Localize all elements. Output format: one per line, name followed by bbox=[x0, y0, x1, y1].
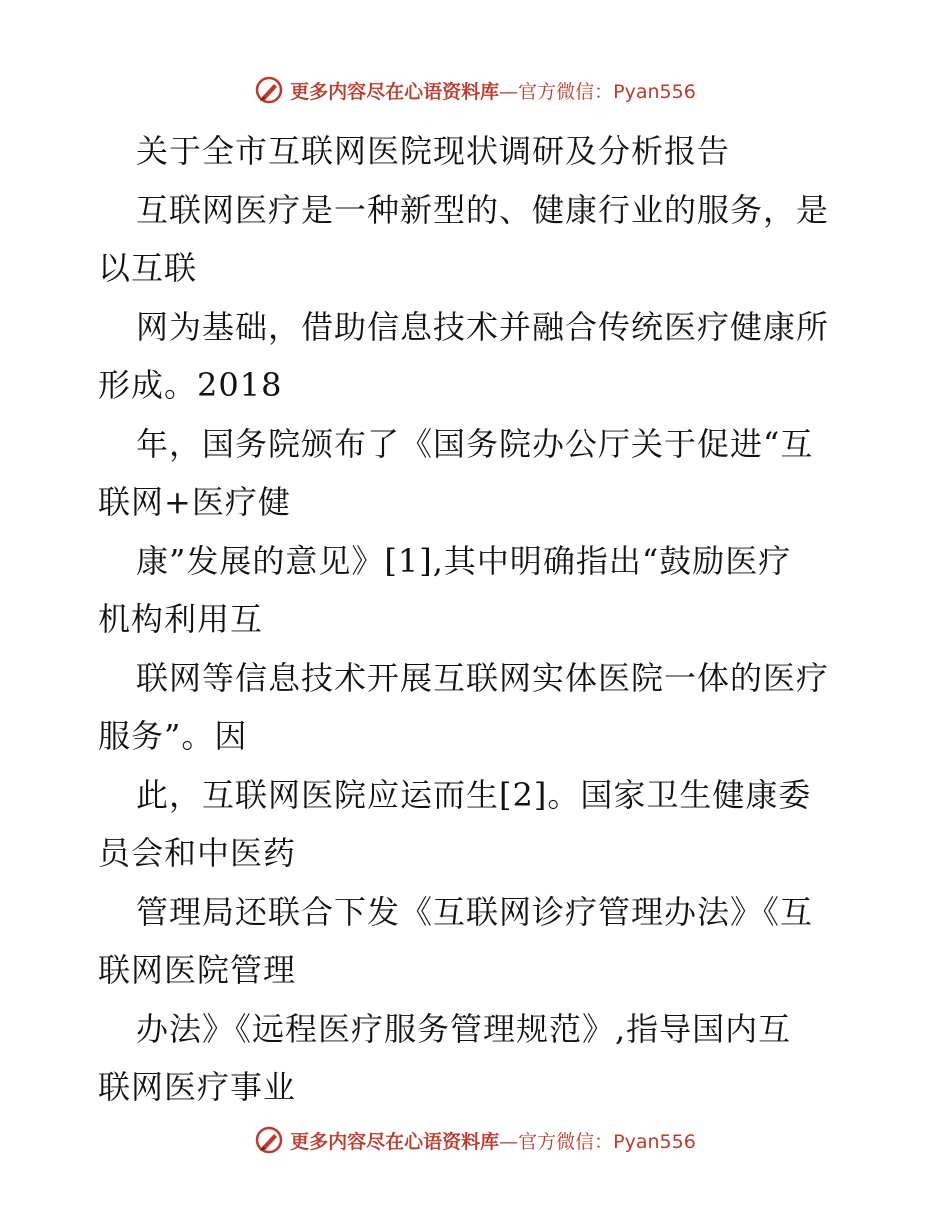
document-line: 联网医疗事业 bbox=[98, 1068, 297, 1106]
header-text bbox=[290, 77, 696, 104]
footer-text bbox=[290, 1127, 696, 1154]
document-line: 年，国务院颁布了《国务院办公厅关于促进“互 bbox=[136, 424, 814, 463]
document-line: 员会和中医药 bbox=[98, 834, 297, 872]
quill-pen-logo-icon bbox=[254, 75, 284, 105]
header-separator: — bbox=[499, 80, 519, 103]
header-brand: 更多内容尽在心语资料库 bbox=[290, 80, 500, 103]
header-contact: 官方微信：Pyan556 bbox=[518, 80, 696, 103]
document-line: 此，互联网医院应运而生[2]。国家卫生健康委 bbox=[136, 775, 812, 814]
document-body bbox=[98, 122, 858, 1117]
document-line: 服务”。因 bbox=[98, 717, 248, 755]
document-line: 形成。2018 bbox=[98, 366, 283, 404]
header-banner bbox=[0, 70, 950, 110]
document-line: 机构利用互 bbox=[98, 600, 264, 638]
document-line: 管理局还联合下发《互联网诊疗管理办法》《互 bbox=[136, 892, 814, 931]
document-line: 关于全市互联网医院现状调研及分析报告 bbox=[136, 132, 731, 170]
document-line: 联网+医疗健 bbox=[98, 483, 291, 521]
quill-pen-logo-icon bbox=[254, 1125, 284, 1155]
footer-brand: 更多内容尽在心语资料库 bbox=[290, 1130, 500, 1153]
footer-banner bbox=[0, 1120, 950, 1160]
document-line: 互联网医疗是一种新型的、健康行业的服务，是 bbox=[136, 190, 830, 229]
document-line: 联网医院管理 bbox=[98, 951, 297, 989]
document-line: 联网等信息技术开展互联网实体医院一体的医疗 bbox=[136, 658, 830, 697]
document-line: 以互联 bbox=[98, 249, 198, 287]
document-line: 网为基础，借助信息技术并融合传统医疗健康所 bbox=[136, 307, 830, 346]
footer-separator: — bbox=[499, 1130, 519, 1153]
document-line: 办法》《远程医疗服务管理规范》,指导国内互 bbox=[136, 1009, 792, 1048]
footer-contact: 官方微信：Pyan556 bbox=[518, 1130, 696, 1153]
document-line: 康”发展的意见》[1],其中明确指出“鼓励医疗 bbox=[136, 541, 792, 580]
